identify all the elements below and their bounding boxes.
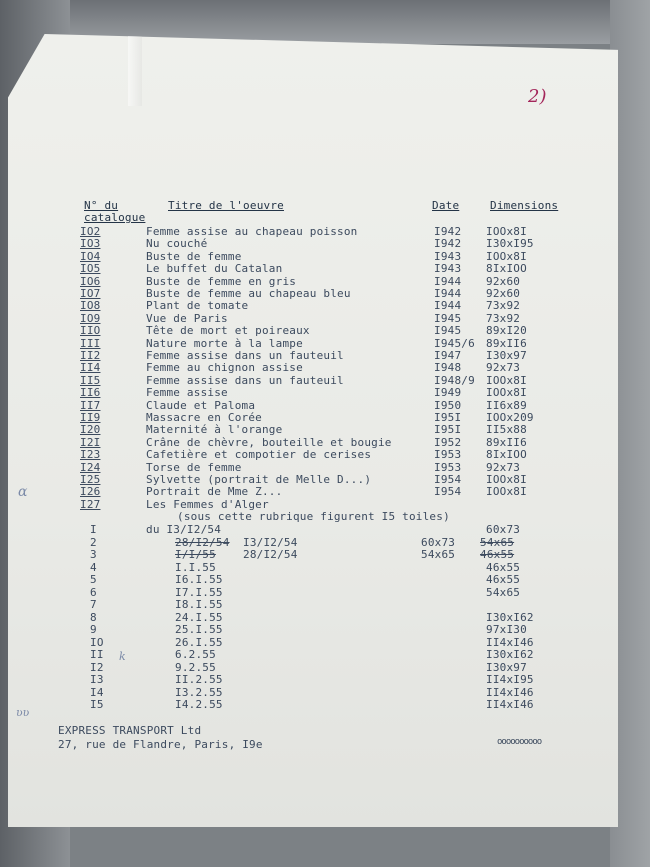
row-dim: 92x60: [486, 287, 521, 300]
row-num: IO4: [80, 249, 101, 263]
subrow-date: 9.2.55: [175, 660, 216, 674]
subrow-date: I/I/55: [175, 548, 216, 561]
subrow-date: I7.I.55: [175, 585, 223, 599]
header-title: Titre de l'oeuvre: [168, 199, 284, 212]
row-num: II9: [80, 411, 101, 424]
subrow-dim: II4xI46: [486, 698, 534, 711]
subrow-num: I5: [90, 698, 104, 711]
row-num: IO7: [80, 287, 101, 300]
row-dim: 8IxIOO: [486, 448, 527, 462]
subrow-date: I4.2.55: [175, 698, 223, 711]
row-title: Cafetière et compotier de cerises: [146, 448, 372, 462]
subrow-num: 8: [90, 610, 97, 624]
subrow-date: 6.2.55: [175, 648, 216, 661]
row-dim: IOOx8I: [486, 373, 527, 387]
row-date: I942: [434, 225, 462, 238]
row-num: IO9: [80, 311, 101, 325]
row-date: I945/6: [434, 336, 475, 350]
row-title: Femme assise dans un fauteuil: [146, 349, 344, 362]
row-title: Buste de femme au chapeau bleu: [146, 287, 351, 300]
row-num: II7: [80, 398, 101, 412]
subrow-num: 6: [90, 585, 97, 599]
subrow-dim: 97xI30: [486, 623, 527, 636]
row-title: Crâne de chèvre, bouteille et bougie: [146, 435, 392, 449]
row-title: Portrait de Mme Z...: [146, 485, 283, 499]
subrow-date: I8.I.55: [175, 598, 223, 611]
row-title: Vue de Paris: [146, 311, 228, 325]
row-title: Tête de mort et poireaux: [146, 324, 310, 338]
margin-mark-bottom: ʋʋ: [16, 706, 30, 719]
row-dim: 8IxIOO: [486, 262, 527, 276]
subrow-dim: 54x65: [486, 585, 521, 599]
subrow-num: I4: [90, 685, 104, 699]
subrow-extra: 28/I2/54: [243, 548, 298, 561]
row-num: I25: [80, 473, 101, 486]
row-num: I20: [80, 423, 101, 437]
row-title: Le buffet du Catalan: [146, 262, 283, 276]
header-num: N° du catalogue: [84, 199, 146, 224]
subrow-dim: 60x73: [486, 523, 521, 536]
row-title: Buste de femme: [146, 249, 242, 263]
header-date: Date: [432, 199, 460, 212]
subrow-date: 28/I2/54: [175, 535, 230, 549]
row-title: Nu couché: [146, 237, 208, 251]
row-dim: IOOx8I: [486, 225, 527, 238]
subrow-dim: I30xI62: [486, 610, 534, 624]
row-title: Massacre en Corée: [146, 411, 262, 424]
row-title: Sylvette (portrait de Melle D...): [146, 473, 372, 486]
row-date: I954: [434, 473, 462, 486]
row-dim: IOOx209: [486, 411, 534, 424]
row-title: Buste de femme en gris: [146, 274, 297, 288]
subrow-dim: II4xI95: [486, 673, 534, 686]
row-num: I2I: [80, 435, 101, 449]
row-num: IO5: [80, 262, 101, 276]
row-date: I948: [434, 361, 462, 375]
subrow-dim: II4xI46: [486, 635, 534, 649]
subrow-date: 25.I.55: [175, 623, 223, 636]
row-date: I953: [434, 460, 462, 474]
subrow-date: 24.I.55: [175, 610, 223, 624]
margin-mark-k: k: [119, 650, 126, 663]
row-dim: 92x60: [486, 274, 521, 288]
row-title: Nature morte à la lampe: [146, 336, 303, 350]
subrow-num: 3: [90, 548, 97, 561]
row-num: IO2: [80, 225, 101, 238]
row-dim: 73x92: [486, 311, 521, 325]
subrow-dim: I30x97: [486, 660, 527, 674]
subrow-num: 4: [90, 560, 97, 574]
row-date: I942: [434, 237, 462, 251]
paper-fold: [128, 36, 142, 106]
row-date: I945: [434, 324, 462, 338]
row-num: II5: [80, 373, 101, 387]
row-num: I26: [80, 485, 101, 499]
row-num: IO3: [80, 237, 101, 251]
row-date: I954: [434, 485, 462, 499]
subrow-num: I2: [90, 660, 104, 674]
header-dimensions: Dimensions: [490, 199, 559, 212]
subrow-num: 9: [90, 623, 97, 636]
row-dim: 89xII6: [486, 435, 527, 449]
row-num: IO6: [80, 274, 101, 288]
row-dim: IOOx8I: [486, 485, 527, 499]
row-num: I24: [80, 460, 101, 474]
row-date: I949: [434, 386, 462, 400]
subrow-dim: 46x55: [480, 548, 515, 561]
row-dim: II6x89: [486, 398, 527, 412]
row-num: II2: [80, 349, 101, 362]
row-title: Femme au chignon assise: [146, 361, 303, 375]
row-date: I952: [434, 435, 462, 449]
row-date: I950: [434, 398, 462, 412]
row-title: Torse de femme: [146, 460, 242, 474]
row-date: I948/9: [434, 373, 475, 387]
subrow-dim: II4xI46: [486, 685, 534, 699]
subrow-num: 2: [90, 535, 97, 549]
subrow-num: 5: [90, 573, 97, 586]
row-num: IIO: [80, 324, 101, 338]
row-title: Maternité à l'orange: [146, 423, 283, 437]
row-date: I947: [434, 349, 462, 362]
footer-dots: oooooooooo: [497, 737, 542, 747]
page-number: 2): [528, 86, 547, 107]
subrow-dim: 54x65: [480, 535, 515, 549]
row-dim: 73x92: [486, 299, 521, 313]
subrow-num: I3: [90, 673, 104, 686]
row-dim: II5x88: [486, 423, 527, 437]
row-dim: IOOx8I: [486, 473, 527, 486]
row-title: Plant de tomate: [146, 299, 249, 313]
subrow-num: II: [90, 648, 104, 661]
row-num: IO8: [80, 299, 101, 313]
subrow-extra_dim: 60x73: [421, 535, 456, 549]
row-num: I27: [80, 497, 101, 511]
row-date: I953: [434, 448, 462, 462]
row-date: I944: [434, 274, 462, 288]
row-dim: 92x73: [486, 361, 521, 375]
row-date: I95I: [434, 423, 462, 437]
row-dim: 89xI20: [486, 324, 527, 338]
subrow-dim: I30xI62: [486, 648, 534, 661]
row-title: Femme assise dans un fauteuil: [146, 373, 344, 387]
footer-company: EXPRESS TRANSPORT Ltd: [58, 724, 202, 737]
subrow-dim: 46x55: [486, 573, 521, 586]
row-num: II6: [80, 386, 101, 400]
row-date: I943: [434, 249, 462, 263]
subrow-date: II.2.55: [175, 673, 223, 686]
row-date: I944: [434, 299, 462, 313]
subrow-extra: I3/I2/54: [243, 535, 298, 549]
row-title: Femme assise au chapeau poisson: [146, 225, 358, 238]
subrow-extra_dim: 54x65: [421, 548, 456, 561]
row-title: Claude et Paloma: [146, 398, 256, 412]
subnote: (sous cette rubrique figurent I5 toiles): [177, 510, 450, 523]
subrow-date: I3.2.55: [175, 685, 223, 699]
row-dim: I30xI95: [486, 237, 534, 251]
subrow-num: I: [90, 523, 97, 536]
row-num: III: [80, 336, 101, 350]
margin-mark-top: ɑ: [18, 484, 28, 500]
footer-address: 27, rue de Flandre, Paris, I9e: [58, 738, 263, 751]
subrow-num: IO: [90, 635, 104, 649]
row-dim: 92x73: [486, 460, 521, 474]
row-dim: IOOx8I: [486, 386, 527, 400]
row-title: Femme assise: [146, 386, 228, 400]
row-date: I95I: [434, 411, 462, 424]
row-date: I945: [434, 311, 462, 325]
row-num: I23: [80, 448, 101, 462]
row-dim: 89xII6: [486, 336, 527, 350]
subrow-date: I.I.55: [175, 560, 216, 574]
subrow-dim: 46x55: [486, 560, 521, 574]
row-dim: I30x97: [486, 349, 527, 362]
subrow-date: I6.I.55: [175, 573, 223, 586]
subrow-num: 7: [90, 598, 97, 611]
row-num: II4: [80, 361, 101, 375]
row-date: I944: [434, 287, 462, 300]
row-title: Les Femmes d'Alger: [146, 497, 269, 511]
subrow-date: du I3/I2/54: [146, 523, 222, 536]
row-date: I943: [434, 262, 462, 276]
subrow-date: 26.I.55: [175, 635, 223, 649]
row-dim: IOOx8I: [486, 249, 527, 263]
